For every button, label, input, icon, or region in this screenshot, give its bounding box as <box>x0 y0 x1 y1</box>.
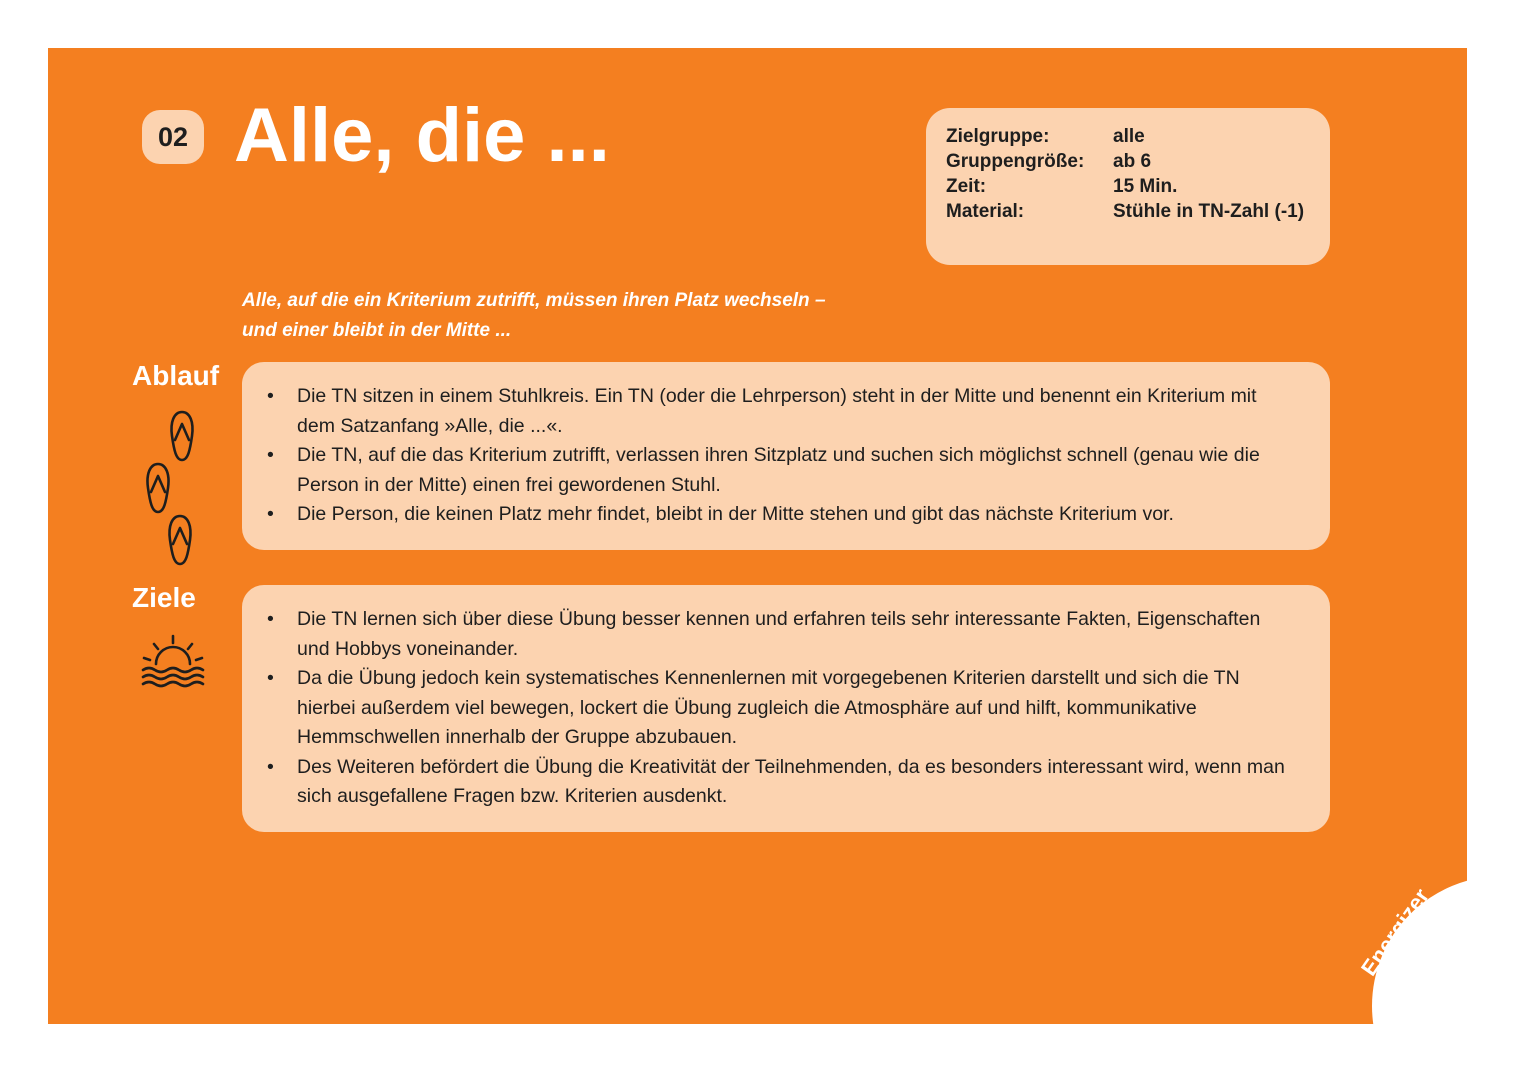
info-row-gruppengroesse <box>946 149 1330 174</box>
footprints-icon <box>142 406 202 571</box>
sunrise-icon <box>140 634 206 695</box>
list-item: • Die Person, die keinen Platz mehr findet, bleibt in der Mitte stehen und gibt das nächste Kriterium vor. <box>267 503 1174 525</box>
subtitle <box>242 286 902 346</box>
info-row-zielgruppe <box>946 124 1330 149</box>
subtitle-line-1: Alle, auf die ein Kriterium zutrifft, müssen ihren Platz wechseln – <box>242 290 826 311</box>
ablauf-box <box>242 362 1330 550</box>
info-label: Zeit: <box>946 176 987 197</box>
list-item: • Die TN lernen sich über diese Übung besser kennen und erfahren teils sehr interessante Fakten, Eigenschaften und Hobbys voneinander. <box>267 608 1261 660</box>
ziele-box <box>242 585 1330 832</box>
ziele-label: Ziele <box>132 582 196 613</box>
ablauf-list <box>267 382 1290 530</box>
subtitle-line-2: und einer bleibt in der Mitte ... <box>242 320 512 341</box>
info-value: 15 Min. <box>1113 176 1178 197</box>
info-label: Gruppengröße: <box>946 151 1085 172</box>
activity-number-badge: 02 <box>142 110 204 164</box>
info-label: Zielgruppe: <box>946 126 1050 147</box>
info-value: Stühle in TN-Zahl (-1) <box>1113 201 1305 222</box>
ziele-list <box>267 605 1290 812</box>
info-box <box>926 108 1330 265</box>
list-item: • Die TN sitzen in einem Stuhlkreis. Ein TN (oder die Lehrperson) steht in der Mitte und benennt ein Kriterium mit dem Satzanfang »Alle, die ...«. <box>267 385 1257 437</box>
category-tab-label: Energizer <box>1356 883 1434 981</box>
list-item: • Des Weiteren befördert die Übung die Kreativität der Teilnehmenden, da es besonders interessant wird, wenn man sich ausgefallene Fragen bzw. Kriterien ausdenkt. <box>267 755 1285 807</box>
activity-card <box>48 48 1467 1024</box>
ablauf-label: Ablauf <box>132 360 220 391</box>
info-label: Material: <box>946 201 1025 222</box>
list-item: • Da die Übung jedoch kein systematisches Kennenlernen mit vorgegebenen Kriterien darstellt und sich die TN hierbei außerdem viel bewegen, lockert die Übung zugleich die Atmosphäre auf und hilft, kommunikative Hemmschwellen innerhalb der Gruppe abzubauen. <box>267 667 1240 748</box>
list-item: • Die TN, auf die das Kriterium zutrifft, verlassen ihren Sitzplatz und suchen sich möglichst schnell (genau wie die Person in der Mitte) einen frei gewordenen Stuhl. <box>267 444 1260 496</box>
info-row-material <box>946 199 1330 224</box>
info-value: alle <box>1113 126 1145 147</box>
info-row-zeit <box>946 174 1330 199</box>
info-value: ab 6 <box>1113 151 1152 172</box>
page-title: Alle, die ... <box>234 93 610 178</box>
